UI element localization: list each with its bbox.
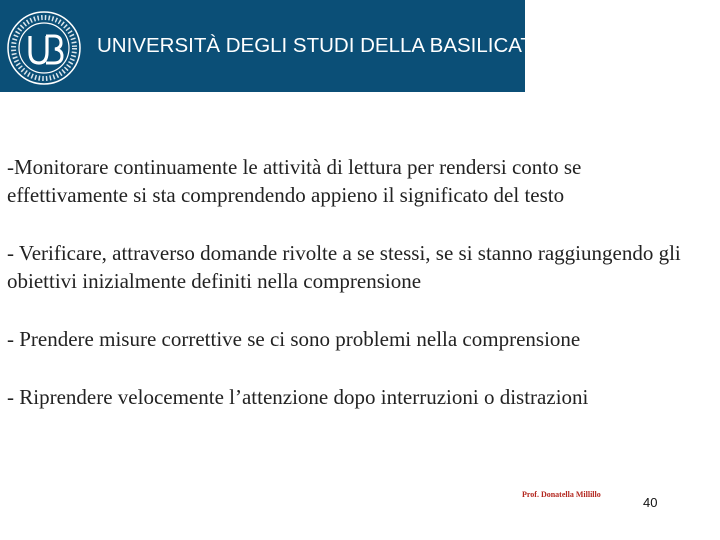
bullet-resume-attention: - Riprendere velocemente l’attenzione dopo interruzioni o distrazioni [7,385,589,409]
bullet-monitor-reading: -Monitorare continuamente le attività di lettura per rendersi conto se effettivamente si sta comprendendo appieno il significato del testo [7,155,582,207]
university-seal-icon [6,10,82,86]
bullet-verify-objectives: - Verificare, attraverso domande rivolte a se stessi, se si stanno raggiungendo gli obiettivi inizialmente definiti nella comprensione [7,241,681,293]
page-number: 40 [643,495,658,510]
header-banner [0,0,546,92]
bullet-corrective-measures: - Prendere misure correttive se ci sono problemi nella comprensione [7,327,581,351]
university-name: UNIVERSITÀ DEGLI STUDI DELLA BASILICATA [97,34,546,57]
author-credit: Prof. Donatella Millillo [522,490,601,499]
